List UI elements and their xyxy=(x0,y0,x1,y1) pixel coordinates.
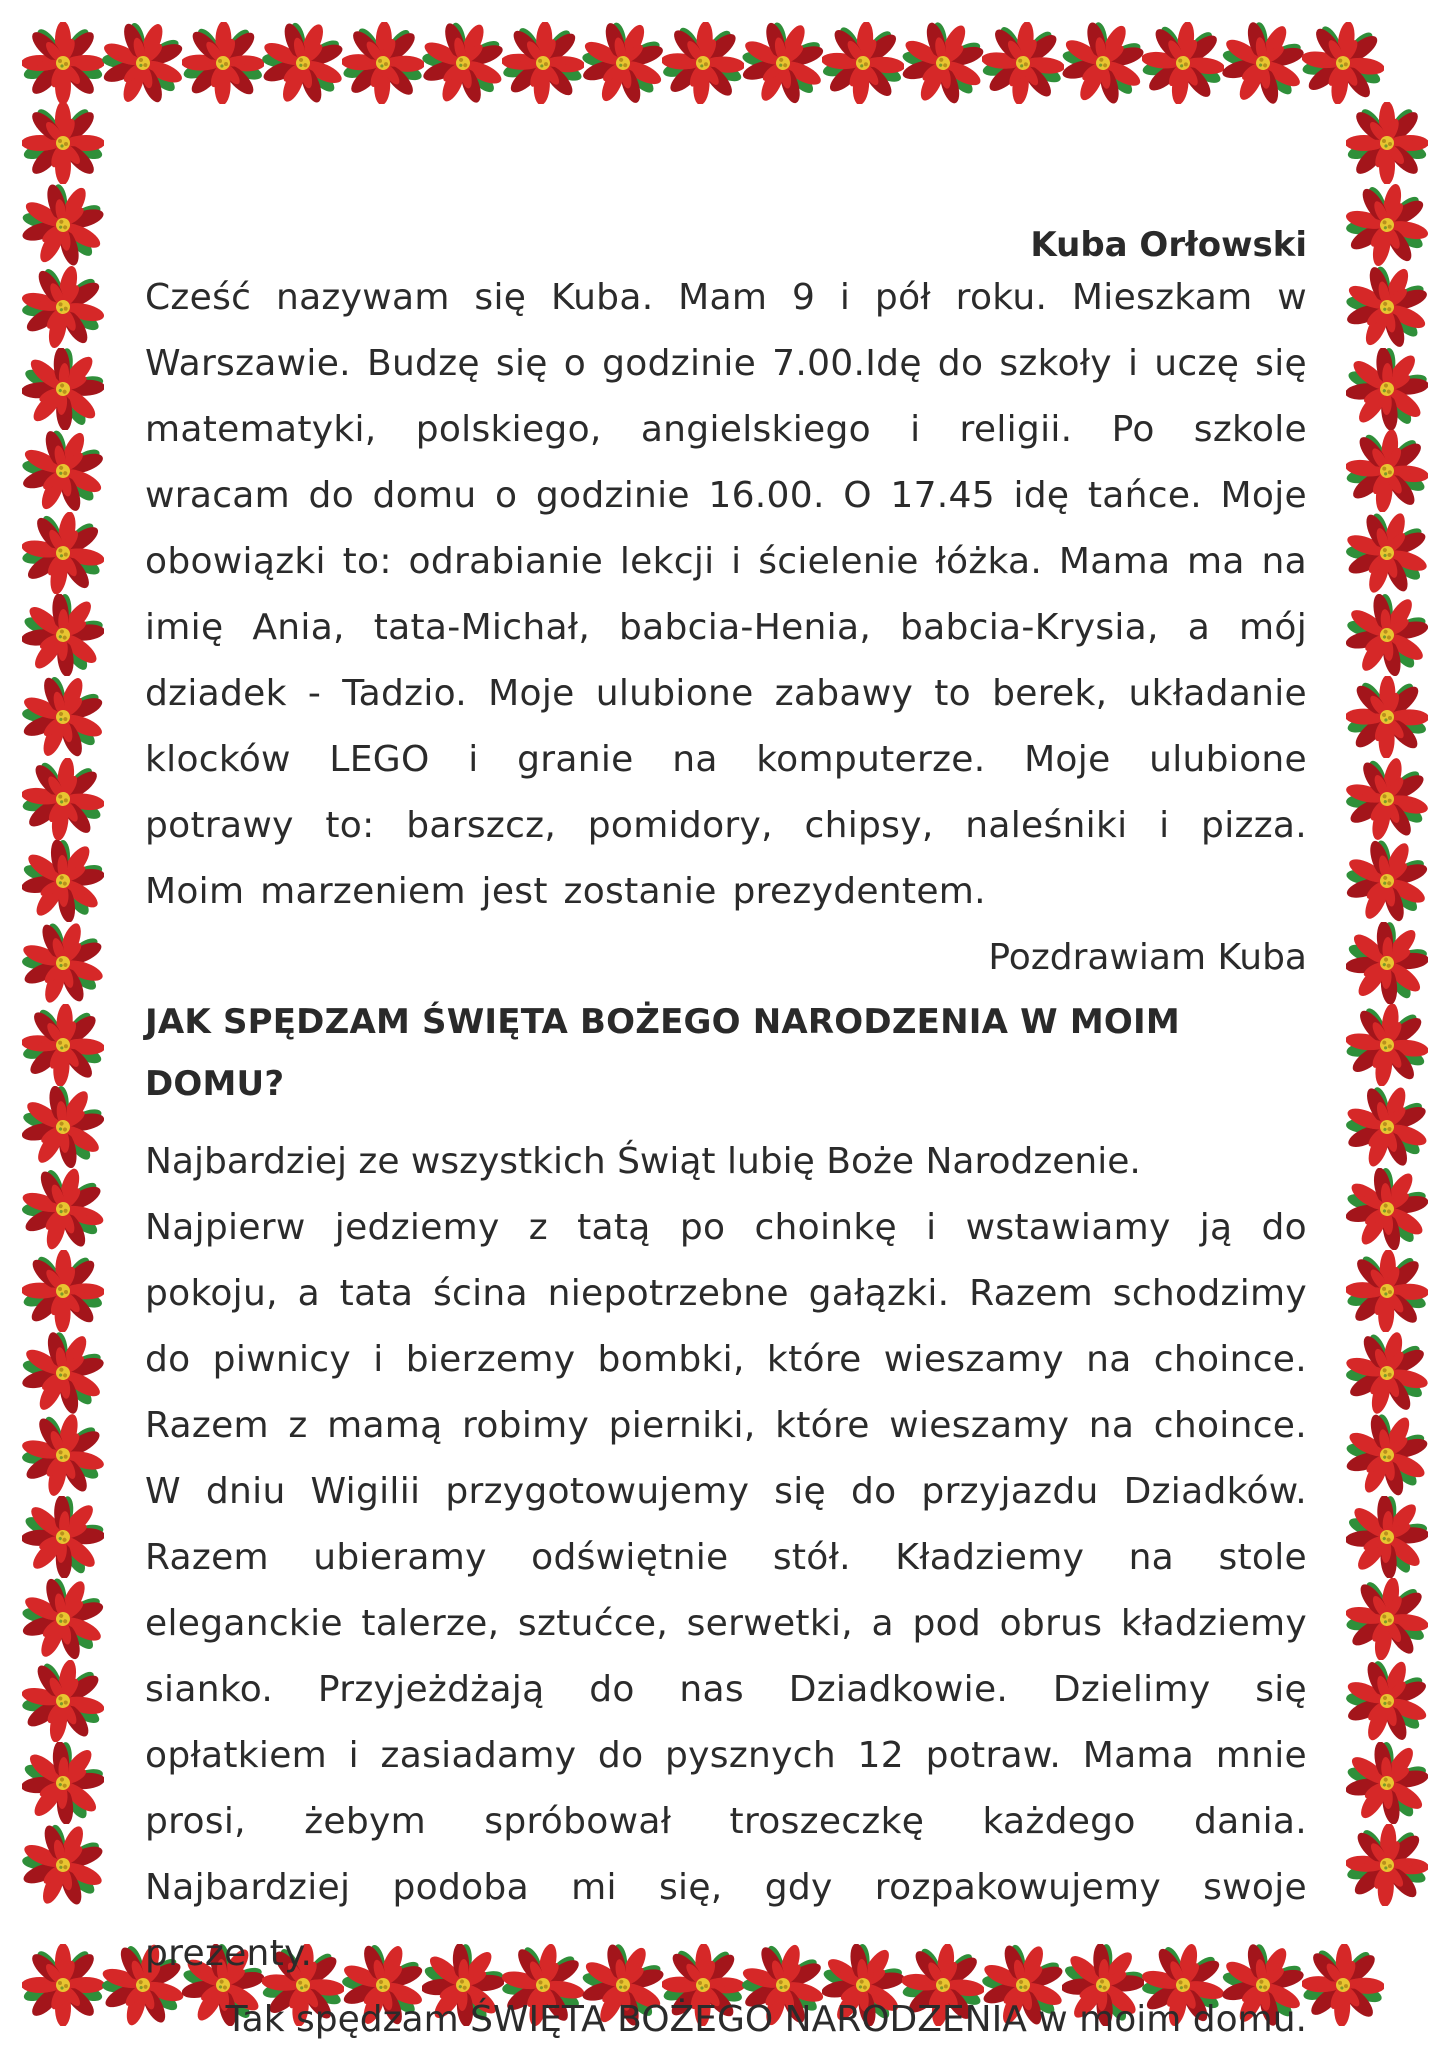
letter-content xyxy=(145,225,1307,2053)
poinsettia-icon xyxy=(1222,22,1304,104)
poinsettia-icon xyxy=(1346,1496,1428,1578)
poinsettia-icon xyxy=(22,1660,104,1742)
poinsettia-icon xyxy=(342,22,424,104)
poinsettia-icon xyxy=(1346,1824,1428,1906)
poinsettia-icon xyxy=(22,1332,104,1414)
poinsettia-icon xyxy=(22,1086,104,1168)
poinsettia-icon xyxy=(1346,1742,1428,1824)
poinsettia-icon xyxy=(1302,22,1384,104)
poinsettia-icon xyxy=(1346,1250,1428,1332)
poinsettia-icon xyxy=(22,1742,104,1824)
poinsettia-icon xyxy=(182,22,264,104)
poinsettia-icon xyxy=(22,430,104,512)
christmas-intro: Najbardziej ze wszystkich Świąt lubię Boże Narodzenie. xyxy=(145,1141,1141,1182)
poinsettia-icon xyxy=(902,22,984,104)
poinsettia-icon xyxy=(1346,1578,1428,1660)
intro-paragraph: Cześć nazywam się Kuba. Mam 9 i pół roku. Mieszkam w Warszawie. Budzę się o godzinie 7.00.Idę do szkoły i uczę się matematyki, polskiego, angielskiego i religii. Po szkole wracam do domu o godzinie 16.00. O 17.45 idę tańce. Moje obowiązki to: odrabianie lekcji i ścielenie łóżka. Mama ma na imię Ania, tata-Michał, babcia-Henia, babcia-Krysia, a mój dziadek - Tadzio. Moje ulubione zabawy to berek, układanie klocków LEGO i granie na komputerze. Moje ulubione potrawy to: barszcz, pomidory, chipsy, naleśniki i pizza. Moim marzeniem jest zostanie prezydentem. xyxy=(145,277,1307,912)
christmas-heading: JAK SPĘDZAM ŚWIĘTA BOŻEGO NARODZENIA W MOIM DOMU? xyxy=(145,1002,1180,1104)
poinsettia-icon xyxy=(1346,1004,1428,1086)
poinsettia-icon xyxy=(1346,430,1428,512)
poinsettia-icon xyxy=(1346,1332,1428,1414)
poinsettia-icon xyxy=(1346,1086,1428,1168)
poinsettia-icon xyxy=(822,22,904,104)
poinsettia-icon xyxy=(102,22,184,104)
poinsettia-icon xyxy=(22,1004,104,1086)
poinsettia-icon xyxy=(1346,102,1428,184)
poinsettia-icon xyxy=(22,758,104,840)
poinsettia-icon xyxy=(22,1496,104,1578)
poinsettia-icon xyxy=(1346,1414,1428,1496)
poinsettia-icon xyxy=(22,1824,104,1906)
poinsettia-icon xyxy=(22,102,104,184)
poinsettia-icon xyxy=(22,184,104,266)
christmas-paragraph: Najpierw jedziemy z tatą po choinkę i wstawiamy ją do pokoju, a tata ścina niepotrzebne gałązki. Razem schodzimy do piwnicy i bierzemy bombki, które wieszamy na choince. Razem z mamą robimy pierniki, które wieszamy na choince. W dniu Wigilii przygotowujemy się do przyjazdu Dziadków. Razem ubieramy odświętnie stół. Kładziemy na stole eleganckie talerze, sztućce, serwetki, a pod obrus kładziemy sianko. Przyjeżdżają do nas Dziadkowie. Dzielimy się opłatkiem i zasiadamy do pysznych 12 potraw. Mama mnie prosi, żebym spróbował troszeczkę każdego dania. Najbardziej podoba mi się, gdy rozpakowujemy swoje prezenty. xyxy=(145,1207,1307,1974)
poinsettia-icon xyxy=(1346,266,1428,348)
poinsettia-icon xyxy=(1346,1660,1428,1742)
poinsettia-icon xyxy=(1346,1168,1428,1250)
poinsettia-icon xyxy=(22,266,104,348)
poinsettia-icon xyxy=(1346,594,1428,676)
poinsettia-icon xyxy=(1062,22,1144,104)
poinsettia-icon xyxy=(982,22,1064,104)
poinsettia-icon xyxy=(22,22,104,104)
poinsettia-icon xyxy=(1142,22,1224,104)
poinsettia-icon xyxy=(22,1578,104,1660)
poinsettia-icon xyxy=(22,676,104,758)
poinsettia-icon xyxy=(1346,348,1428,430)
poinsettia-icon xyxy=(1346,676,1428,758)
poinsettia-icon xyxy=(1346,922,1428,1004)
poinsettia-icon xyxy=(1346,512,1428,594)
poinsettia-icon xyxy=(742,22,824,104)
poinsettia-icon xyxy=(22,348,104,430)
closing-line: Tak spędzam ŚWIĘTA BOŻEGO NARODZENIA w moim domu. xyxy=(225,1999,1307,2040)
poinsettia-icon xyxy=(22,1944,104,2026)
poinsettia-icon xyxy=(22,512,104,594)
poinsettia-icon xyxy=(22,1250,104,1332)
poinsettia-icon xyxy=(22,840,104,922)
poinsettia-icon xyxy=(662,22,744,104)
poinsettia-icon xyxy=(22,922,104,1004)
poinsettia-icon xyxy=(582,22,664,104)
poinsettia-icon xyxy=(1346,184,1428,266)
author-name: Kuba Orłowski xyxy=(1030,225,1307,265)
poinsettia-icon xyxy=(422,22,504,104)
poinsettia-icon xyxy=(1346,758,1428,840)
poinsettia-icon xyxy=(22,1414,104,1496)
poinsettia-icon xyxy=(22,594,104,676)
greeting-signature: Pozdrawiam Kuba xyxy=(988,937,1307,978)
poinsettia-icon xyxy=(262,22,344,104)
poinsettia-icon xyxy=(22,1168,104,1250)
poinsettia-icon xyxy=(1346,840,1428,922)
poinsettia-icon xyxy=(1302,1944,1384,2026)
poinsettia-icon xyxy=(502,22,584,104)
